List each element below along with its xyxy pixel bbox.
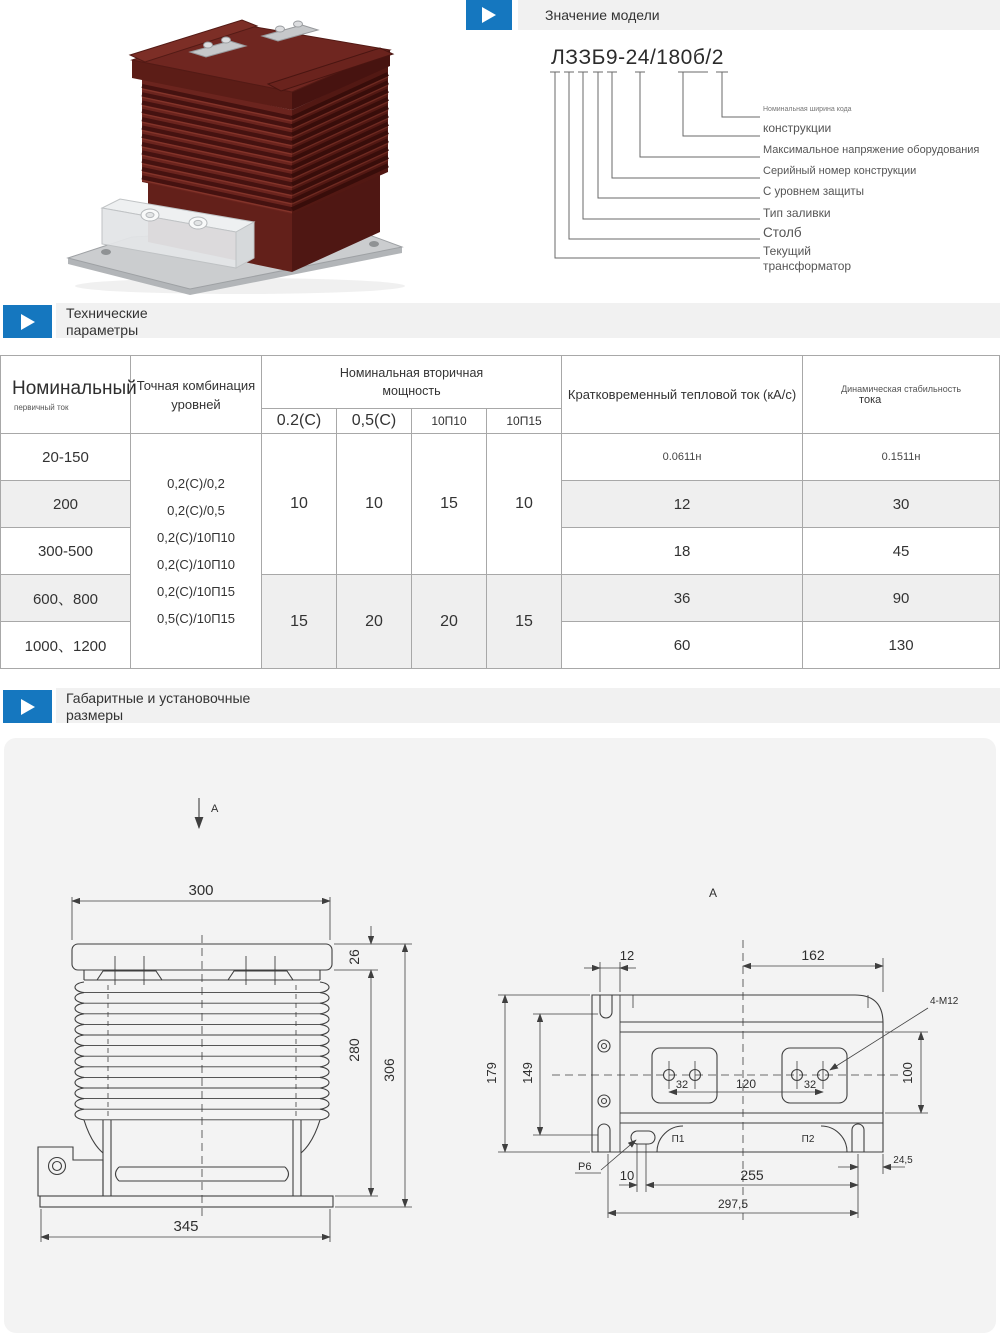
dim-label: 32 [675, 1079, 689, 1091]
subheader-class-10p10: 10П10 [412, 409, 487, 434]
section-title-tech-1: Технические [66, 305, 148, 321]
model-label-casting: Тип заливки [763, 206, 831, 220]
model-label-protection: С уровнем защиты [763, 186, 864, 198]
play-triangle-icon [21, 699, 35, 715]
dim-label: 306 [381, 1058, 397, 1082]
header-dynamic-stability: Динамическая стабильность тока [803, 356, 1000, 434]
model-label-current-2: трансформатор [763, 259, 852, 273]
cell-current: 20-150 [1, 434, 131, 481]
dim-label: 300 [188, 882, 214, 899]
top-view-labels [484, 886, 959, 1211]
slot-label: Р6 [578, 1161, 592, 1173]
cell-dynamic: 130 [803, 622, 1000, 669]
cell-combo-levels: 0,2(С)/0,2 0,2(С)/0,5 0,2(С)/10П10 0,2(С)/10П10 0,2(С)/10П15 0,5(С)/10П15 [131, 434, 262, 669]
dim-label: 345 [173, 1218, 199, 1235]
section-title-tech-2: параметры [66, 322, 139, 338]
dim-label: 149 [520, 1062, 535, 1084]
header-thermal-current: Кратковременный тепловой ток (кА/с) [562, 356, 803, 434]
section-band-dims [56, 688, 1000, 723]
cell-power: 10 [487, 434, 562, 575]
cell-power: 10 [262, 434, 337, 575]
model-label-current-1: Текущий [763, 244, 811, 258]
terminal-label: П1 [671, 1134, 685, 1145]
dim-label: 120 [735, 1077, 757, 1091]
top-view-drawing [498, 940, 928, 1220]
dim-label: 179 [484, 1062, 499, 1084]
tech-parameters-table [0, 355, 1000, 669]
cell-current: 600、800 [1, 575, 131, 622]
cell-dynamic: 90 [803, 575, 1000, 622]
section-arrow-icon [3, 690, 52, 723]
dim-label: 24,5 [893, 1155, 913, 1166]
cell-power: 15 [412, 434, 487, 575]
dim-label: 32 [803, 1079, 817, 1091]
dim-label: 100 [900, 1062, 915, 1084]
header-primary-current: Номинальный первичный ток [1, 356, 131, 434]
cell-power: 20 [412, 575, 487, 669]
cell-current: 200 [1, 481, 131, 528]
terminal-label: П2 [801, 1134, 815, 1145]
cell-power: 10 [337, 434, 412, 575]
model-code: ЛЗЗБ9-24/180б/2 [551, 46, 724, 69]
dim-label: 26 [346, 949, 362, 965]
dim-label: 297,5 [717, 1197, 749, 1211]
section-title-dims-1: Габаритные и установочные [66, 690, 251, 706]
model-label-post: Столб [763, 225, 802, 240]
header-accuracy-combo: Точная комбинация уровней [131, 356, 262, 434]
thread-label: 4-М12 [930, 996, 959, 1007]
model-label-serial: Серийный номер конструкции [763, 165, 917, 177]
cell-power: 20 [337, 575, 412, 669]
cell-dynamic: 0.1511н [803, 434, 1000, 481]
cell-current: 300-500 [1, 528, 131, 575]
cell-thermal: 60 [562, 622, 803, 669]
view-arrow-label: А [211, 803, 219, 815]
subheader-class-05: 0,5(C) [337, 409, 412, 434]
cell-power: 15 [262, 575, 337, 669]
subheader-class-10p15: 10П15 [487, 409, 562, 434]
section-band-tech [56, 303, 1000, 338]
cell-thermal: 36 [562, 575, 803, 622]
section-band-model [518, 0, 1000, 30]
table-header-row [1, 356, 1000, 409]
front-view-labels [173, 803, 397, 1235]
section-arrow-icon [466, 0, 512, 30]
cell-current: 1000、1200 [1, 622, 131, 669]
section-title-model: Значение модели [545, 7, 660, 23]
view-label: А [709, 886, 718, 900]
section-arrow-icon [3, 305, 52, 338]
dim-label: 162 [801, 947, 825, 963]
header-secondary-power: Номинальная вторичная мощность [262, 356, 562, 409]
subheader-class-02: 0.2(C) [262, 409, 337, 434]
product-photo [40, 0, 430, 295]
model-breakdown [540, 40, 1000, 295]
dim-label: 255 [740, 1167, 764, 1183]
dim-label: 280 [346, 1038, 362, 1062]
cell-thermal: 18 [562, 528, 803, 575]
section-title-dims-2: размеры [66, 707, 124, 723]
dim-label: 10 [619, 1168, 635, 1183]
front-view-drawing [38, 798, 412, 1242]
dimension-drawings [0, 740, 1000, 1333]
play-triangle-icon [21, 314, 35, 330]
cell-dynamic: 45 [803, 528, 1000, 575]
cell-dynamic: 30 [803, 481, 1000, 528]
cell-power: 15 [487, 575, 562, 669]
dim-label: 12 [619, 948, 635, 963]
model-label-width-code: Номинальная ширина кода [763, 106, 852, 113]
play-triangle-icon [482, 7, 496, 23]
model-label-construction: конструкции [763, 121, 832, 135]
model-label-max-voltage: Максимальное напряжение оборудования [763, 144, 980, 156]
cell-thermal: 0.0611н [562, 434, 803, 481]
table-row [1, 434, 1000, 481]
cell-thermal: 12 [562, 481, 803, 528]
